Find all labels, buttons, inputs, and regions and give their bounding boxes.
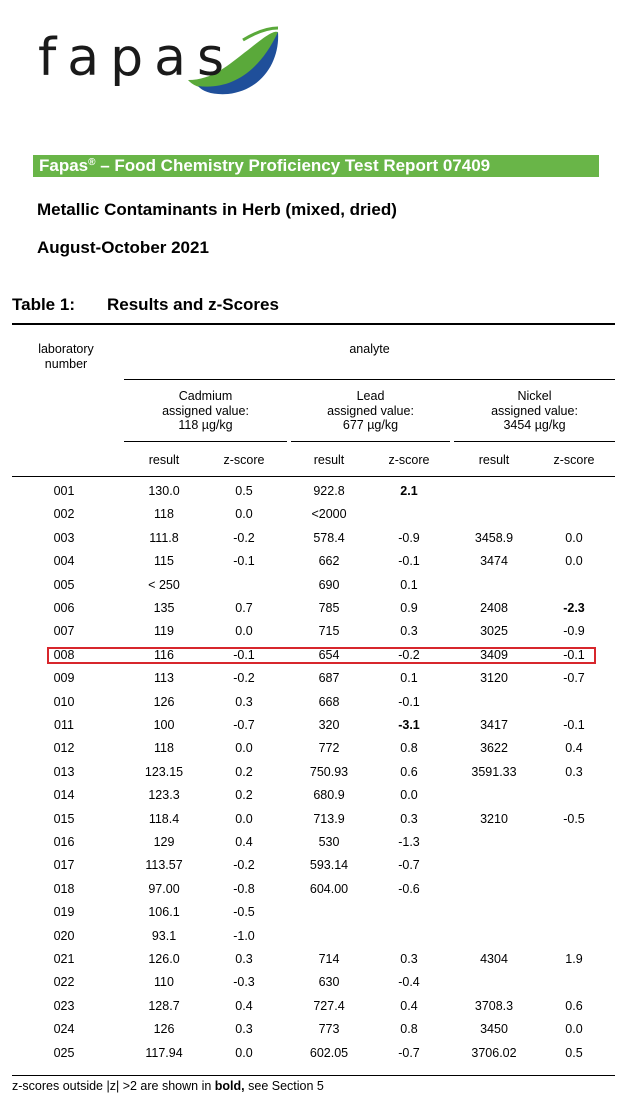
cell-lab: 003: [53, 530, 75, 545]
cell-pb: 668: [318, 694, 340, 709]
cell-pb: 630: [318, 975, 340, 990]
result-column-header: result: [148, 453, 180, 467]
cell-pbz: -0.2: [398, 647, 420, 662]
table-bottom-rule: [12, 1075, 615, 1076]
cell-pbz: 0.6: [400, 764, 418, 779]
cell-pb: <2000: [311, 507, 347, 522]
cell-niz: 0.0: [565, 1022, 583, 1037]
cell-cdz: 0.0: [235, 811, 253, 826]
cell-niz: -0.1: [563, 647, 585, 662]
cell-cd: 106.1: [148, 905, 180, 920]
cell-cdz: 0.3: [235, 1022, 253, 1037]
cell-cd: 118.4: [148, 811, 180, 826]
cell-pbz: 0.3: [400, 624, 418, 639]
analyte-header-nickel: [454, 389, 615, 433]
cell-cdz: 0.2: [235, 788, 253, 803]
assigned-value-label: assigned value:: [491, 403, 578, 418]
cell-pb: 593.14: [309, 858, 349, 873]
assigned-value: 118 µg/kg: [178, 418, 233, 432]
cell-cd: 123.15: [144, 764, 184, 779]
cell-pbz: 0.8: [400, 1022, 418, 1037]
cell-cdz: 0.0: [235, 507, 253, 522]
cell-cdz: -0.1: [233, 554, 255, 569]
cell-cd: 126: [153, 1022, 175, 1037]
cell-cdz: 0.3: [235, 952, 253, 966]
cell-niz: -2.3: [563, 601, 585, 615]
cell-cdz: -0.5: [233, 905, 255, 920]
table-label: Table 1:: [12, 295, 75, 314]
cell-lab: 002: [53, 507, 75, 522]
cell-cd: 119: [154, 624, 174, 639]
cell-cd: 100: [153, 718, 175, 732]
cell-cd: 126: [153, 694, 175, 709]
cell-pbz: -0.9: [398, 530, 420, 545]
cell-pb: 772: [318, 741, 340, 756]
cell-niz: -0.5: [563, 811, 585, 826]
cell-lab: 012: [53, 741, 75, 756]
cell-cd: 93.1: [151, 928, 177, 943]
cell-pbz: -0.1: [398, 554, 420, 569]
cell-ni: 3025: [480, 624, 508, 639]
cell-niz: 0.0: [565, 530, 583, 545]
cell-pb: 320: [318, 718, 340, 732]
nickel-rule: [454, 441, 615, 442]
cell-cd: < 250: [148, 577, 180, 592]
cell-lab: 013: [53, 764, 75, 779]
cell-cdz: -0.3: [233, 975, 255, 990]
cell-cdz: 0.0: [235, 1045, 253, 1060]
highlight-box-lab-008: [47, 647, 596, 664]
cell-lab: 018: [53, 881, 75, 896]
cell-pbz: 0.8: [400, 741, 418, 756]
cell-cdz: 0.0: [235, 741, 253, 756]
cell-cd: 129: [153, 835, 175, 849]
cell-pb: 714: [318, 952, 340, 966]
cell-cd: 128.7: [148, 998, 180, 1013]
table-top-rule: [12, 323, 615, 325]
cell-lab: 017: [53, 858, 75, 873]
cell-ni: 3409: [480, 647, 508, 662]
cell-niz: 0.6: [565, 998, 583, 1013]
cell-pb: 530: [318, 835, 340, 849]
cell-lab: 016: [53, 835, 75, 849]
header-bottom-rule: [12, 476, 615, 477]
cell-cd: 126.0: [148, 952, 180, 966]
cell-pbz: 0.9: [400, 601, 418, 615]
cell-pbz: 0.1: [400, 671, 418, 686]
cell-niz: 0.5: [565, 1045, 583, 1060]
cell-cd: 116: [154, 647, 174, 662]
cell-lab: 010: [53, 694, 75, 709]
cell-cdz: -0.2: [233, 671, 255, 686]
cell-cd: 130.0: [148, 484, 180, 498]
cell-niz: -0.7: [563, 671, 585, 686]
cell-pbz: -3.1: [398, 718, 420, 732]
cell-pbz: -0.7: [398, 858, 420, 873]
cell-lab: 011: [54, 718, 74, 732]
cell-cdz: -0.2: [233, 530, 255, 545]
cell-ni: 3210: [480, 811, 508, 826]
cell-lab: 020: [53, 928, 75, 943]
cell-pbz: -1.3: [398, 835, 420, 849]
cell-pbz: 0.0: [400, 788, 418, 803]
cell-niz: 0.0: [565, 554, 583, 569]
cell-cdz: -0.8: [233, 881, 255, 896]
assigned-value-label: assigned value:: [162, 403, 249, 418]
cell-cdz: 0.4: [235, 998, 253, 1013]
cell-cdz: -0.2: [233, 858, 255, 873]
table-title: [12, 295, 279, 315]
cell-ni: 3708.3: [474, 998, 514, 1013]
cell-cd: 118: [154, 741, 174, 756]
cell-ni: 3474: [480, 554, 508, 569]
cell-cd: 111.8: [149, 530, 179, 545]
cell-lab: 004: [53, 554, 75, 569]
cell-cdz: 0.3: [235, 694, 253, 709]
analyte-rule: [124, 379, 615, 380]
cell-cdz: -0.1: [233, 647, 255, 662]
assigned-value: 3454 µg/kg: [503, 418, 566, 432]
cell-lab: 008: [53, 647, 75, 662]
cell-cd: 97.00: [148, 881, 180, 896]
table-footnote: z-scores outside |z| >2 are shown in bold, see Section 5: [12, 1079, 324, 1093]
cell-pb: 713.9: [313, 811, 345, 826]
cell-cd: 113: [154, 671, 174, 686]
analyte-name: Nickel: [517, 389, 552, 403]
analyte-name: Lead: [356, 389, 385, 403]
cell-cd: 110: [154, 975, 174, 990]
result-column-header: result: [313, 453, 345, 467]
z-score-column-header: z-score: [388, 453, 430, 467]
cell-cd: 117.94: [145, 1045, 183, 1060]
cell-pb: 690: [318, 577, 340, 592]
report-banner: [33, 155, 599, 177]
cell-lab: 019: [53, 905, 75, 920]
table-name: Results and z-Scores: [107, 295, 279, 314]
cell-ni: 4304: [480, 952, 508, 966]
cell-lab: 001: [53, 484, 75, 498]
cell-niz: -0.9: [563, 624, 585, 639]
cell-lab: 005: [53, 577, 75, 592]
cell-cd: 135: [153, 601, 175, 615]
cell-pbz: 0.1: [400, 577, 418, 592]
cell-ni: 3622: [480, 741, 508, 756]
cell-pbz: 0.3: [400, 952, 418, 966]
cell-pb: 727.4: [313, 998, 345, 1013]
cell-pbz: -0.4: [398, 975, 420, 990]
report-subtitle: Metallic Contaminants in Herb (mixed, dried): [37, 200, 397, 219]
cell-ni: 3120: [480, 671, 508, 686]
cell-ni: 3417: [480, 718, 508, 732]
cell-niz: 1.9: [565, 952, 583, 966]
cell-ni: 3706.02: [471, 1045, 517, 1060]
cell-lab: 021: [53, 952, 75, 966]
cell-ni: 3591.33: [471, 764, 517, 779]
cell-ni: 2408: [480, 601, 508, 615]
z-score-column-header: z-score: [553, 453, 595, 467]
cell-pb: 578.4: [313, 530, 345, 545]
cell-pbz: -0.7: [398, 1045, 420, 1060]
cell-lab: 007: [53, 624, 75, 639]
cell-niz: 0.3: [565, 764, 583, 779]
cell-lab: 025: [53, 1045, 75, 1060]
z-score-column-header: z-score: [223, 453, 265, 467]
lab-number-header: laboratory number: [38, 342, 94, 371]
cell-pb: 773: [318, 1022, 340, 1037]
cell-pbz: -0.6: [398, 881, 420, 896]
cell-cdz: 0.0: [235, 624, 253, 639]
cell-pb: 680.9: [313, 788, 345, 803]
cell-cdz: 0.7: [235, 601, 253, 615]
cell-lab: 022: [53, 975, 75, 990]
lead-rule: [291, 441, 450, 442]
cell-pb: 604.00: [309, 881, 349, 896]
analyte-header: analyte: [349, 342, 390, 356]
analyte-header-lead: [291, 389, 450, 433]
cell-niz: -0.1: [563, 718, 585, 732]
cell-lab: 023: [53, 998, 75, 1013]
cell-pbz: 2.1: [400, 484, 418, 498]
cell-pb: 602.05: [309, 1045, 349, 1060]
cell-ni: 3450: [480, 1022, 508, 1037]
cell-pb: 785: [318, 601, 340, 615]
cell-ni: 3458.9: [474, 530, 514, 545]
cell-cdz: 0.2: [235, 764, 253, 779]
cell-pbz: 0.3: [400, 811, 418, 826]
cell-pb: 922.8: [313, 484, 345, 498]
cell-cd: 113.57: [145, 858, 183, 873]
cell-cdz: 0.4: [235, 835, 253, 849]
cell-lab: 006: [53, 601, 75, 615]
assigned-value: 677 µg/kg: [342, 418, 399, 432]
fapas-logo: [38, 20, 288, 100]
cell-pb: 715: [318, 624, 340, 639]
cell-pb: 750.93: [309, 764, 349, 779]
cell-lab: 024: [53, 1022, 75, 1037]
cell-pb: 654: [318, 647, 340, 662]
cell-cd: 123.3: [148, 788, 180, 803]
cell-cdz: -0.7: [233, 718, 255, 732]
assigned-value-label: assigned value:: [327, 403, 414, 418]
cell-pbz: -0.1: [398, 694, 420, 709]
cell-cd: 115: [154, 554, 174, 569]
cell-pbz: 0.4: [400, 998, 418, 1013]
logo-text: fapas: [38, 28, 236, 88]
cell-pb: 687: [318, 671, 340, 686]
result-column-header: result: [478, 453, 510, 467]
cell-niz: 0.4: [565, 741, 583, 756]
cell-lab: 014: [53, 788, 75, 803]
cadmium-rule: [124, 441, 287, 442]
cell-cdz: 0.5: [235, 484, 253, 498]
analyte-name: Cadmium: [178, 389, 233, 403]
report-period: August-October 2021: [37, 238, 209, 257]
cell-cdz: -1.0: [233, 928, 255, 943]
cell-pb: 662: [318, 554, 340, 569]
cell-cd: 118: [154, 507, 174, 522]
cell-lab: 015: [53, 811, 75, 826]
cell-lab: 009: [53, 671, 75, 686]
banner-text: Fapas® – Food Chemistry Proficiency Test Report 07409: [39, 156, 491, 175]
analyte-header-cadmium: [124, 389, 287, 433]
